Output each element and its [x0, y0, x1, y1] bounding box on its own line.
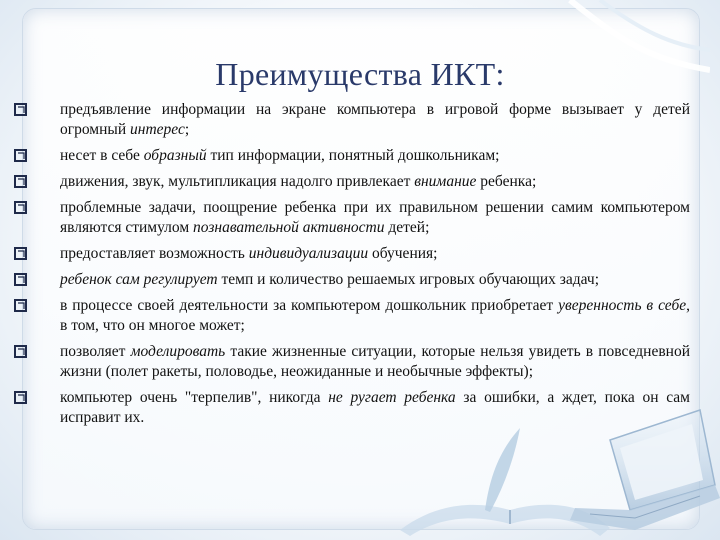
text-run: позволяет	[60, 343, 131, 360]
text-run: несет в себе	[60, 147, 144, 164]
slide-title: Преимущества ИКТ:	[215, 56, 505, 92]
emphasis-text: интерес	[130, 121, 185, 138]
bullet-list	[14, 100, 690, 434]
bullet-item	[14, 146, 690, 166]
text-run: в процессе своей деятельности за компьютером дошкольник приобретает	[60, 297, 559, 314]
hollow-square-bullet-icon	[14, 175, 27, 188]
emphasis-text: ребенок сам регулирует	[60, 271, 218, 288]
text-run: обучения;	[368, 245, 438, 262]
bullet-text	[60, 296, 690, 336]
text-run: , в том, что он многое может;	[60, 297, 690, 334]
emphasis-text: уверенность в себе	[558, 297, 687, 314]
text-run: предъявление информации на экране компьютера в игровой форме вызывает у детей огромный	[60, 101, 690, 138]
text-run: такие жизненные ситуации, которые нельзя увидеть в повседневной жизни (полет ракеты, половодье, неожиданные и необычные эффекты);	[60, 343, 690, 380]
emphasis-text: познавательной активности	[193, 219, 385, 236]
bullet-item	[14, 198, 690, 238]
text-run: проблемные задачи, поощрение ребенка при их правильном решении самим компьютером являются стимулом	[60, 199, 690, 236]
text-run: компьютер очень "терпелив", никогда	[60, 389, 329, 406]
hollow-square-bullet-icon	[14, 247, 27, 260]
text-run: движения, звук, мультипликация надолго привлекает	[60, 173, 415, 190]
emphasis-text: моделировать	[130, 343, 226, 360]
bullet-item	[14, 270, 690, 290]
bullet-item	[14, 296, 690, 336]
text-run: ;	[184, 121, 190, 138]
hollow-square-bullet-icon	[14, 149, 27, 162]
bullet-text	[60, 270, 690, 290]
hollow-square-bullet-icon	[14, 345, 27, 358]
hollow-square-bullet-icon	[14, 201, 27, 214]
bullet-text	[60, 342, 690, 382]
emphasis-text: индивидуализации	[248, 245, 369, 262]
hollow-square-bullet-icon	[14, 273, 27, 286]
emphasis-text: не ругает ребенка	[328, 389, 456, 406]
emphasis-text: внимание	[414, 173, 477, 190]
laptop-and-book-illustration	[390, 390, 720, 540]
emphasis-text: образный	[143, 147, 207, 164]
bullet-text	[60, 172, 690, 192]
text-run: за ошибки, а ждет, пока он сам исправит их.	[60, 389, 690, 426]
hollow-square-bullet-icon	[14, 391, 27, 404]
text-run: детей;	[384, 219, 430, 236]
bullet-text	[60, 100, 690, 140]
bullet-item	[14, 244, 690, 264]
hollow-square-bullet-icon	[14, 103, 27, 116]
text-run: тип информации, понятный дошкольникам;	[206, 147, 500, 164]
bullet-text	[60, 146, 690, 166]
hollow-square-bullet-icon	[14, 299, 27, 312]
bullet-item	[14, 172, 690, 192]
bullet-item	[14, 100, 690, 140]
text-run: ребенка;	[476, 173, 537, 190]
bullet-text	[60, 198, 690, 238]
bullet-text	[60, 244, 690, 264]
bullet-item	[14, 342, 690, 382]
text-run: предоставляет возможность	[60, 245, 249, 262]
text-run: темп и количество решаемых игровых обучающих задач;	[217, 271, 599, 288]
